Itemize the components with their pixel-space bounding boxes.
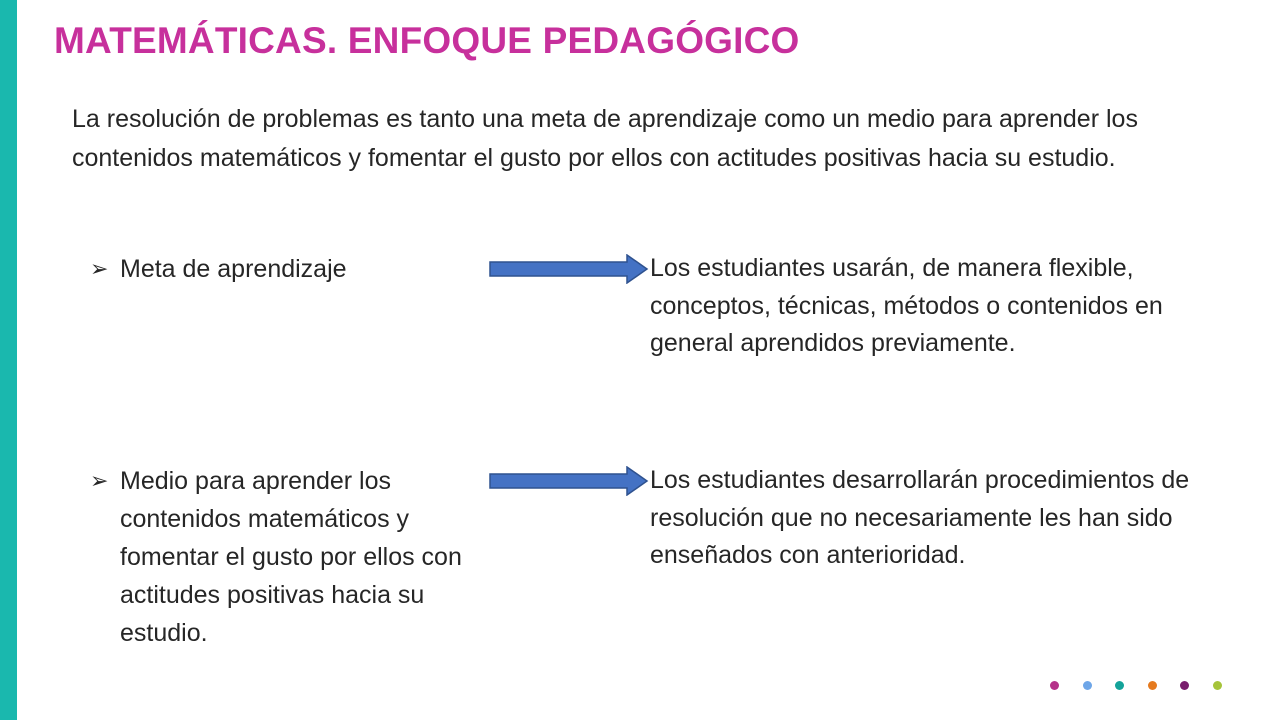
- bullet-label: Medio para aprender los contenidos matemáticos y fomentar el gusto por ellos con actitudes positivas hacia su estudio.: [120, 467, 462, 647]
- result-text: Los estudiantes usarán, de manera flexible, conceptos, técnicas, métodos o contenidos en general aprendidos previamente.: [650, 254, 1163, 357]
- dot-icon: [1115, 681, 1124, 690]
- result-text: Los estudiantes desarrollarán procedimientos de resolución que no necesariamente les han sido enseñados con anterioridad.: [650, 466, 1190, 569]
- arrowhead-bullet-icon: ➢: [90, 468, 109, 493]
- dot-icon: [1050, 681, 1059, 690]
- dot-icon: [1148, 681, 1157, 690]
- bullet-item-medio: [90, 462, 475, 652]
- dot-icon: [1083, 681, 1092, 690]
- bullet-item-meta: [90, 250, 475, 288]
- left-accent-bar: [0, 0, 17, 720]
- decorative-dots: [1050, 681, 1245, 690]
- slide-title: MATEMÁTICAS. ENFOQUE PEDAGÓGICO: [54, 20, 800, 61]
- right-arrow-icon: [489, 254, 649, 284]
- right-arrow-icon: [489, 466, 649, 496]
- dot-icon: [1213, 681, 1222, 690]
- bullet-label: Meta de aprendizaje: [120, 255, 347, 283]
- dot-icon: [1180, 681, 1189, 690]
- intro-paragraph: La resolución de problemas es tanto una meta de aprendizaje como un medio para aprender los contenidos matemáticos y fomentar el gusto por ellos con actitudes positivas hacia su estudio.: [72, 105, 1138, 172]
- arrowhead-bullet-icon: ➢: [90, 256, 109, 281]
